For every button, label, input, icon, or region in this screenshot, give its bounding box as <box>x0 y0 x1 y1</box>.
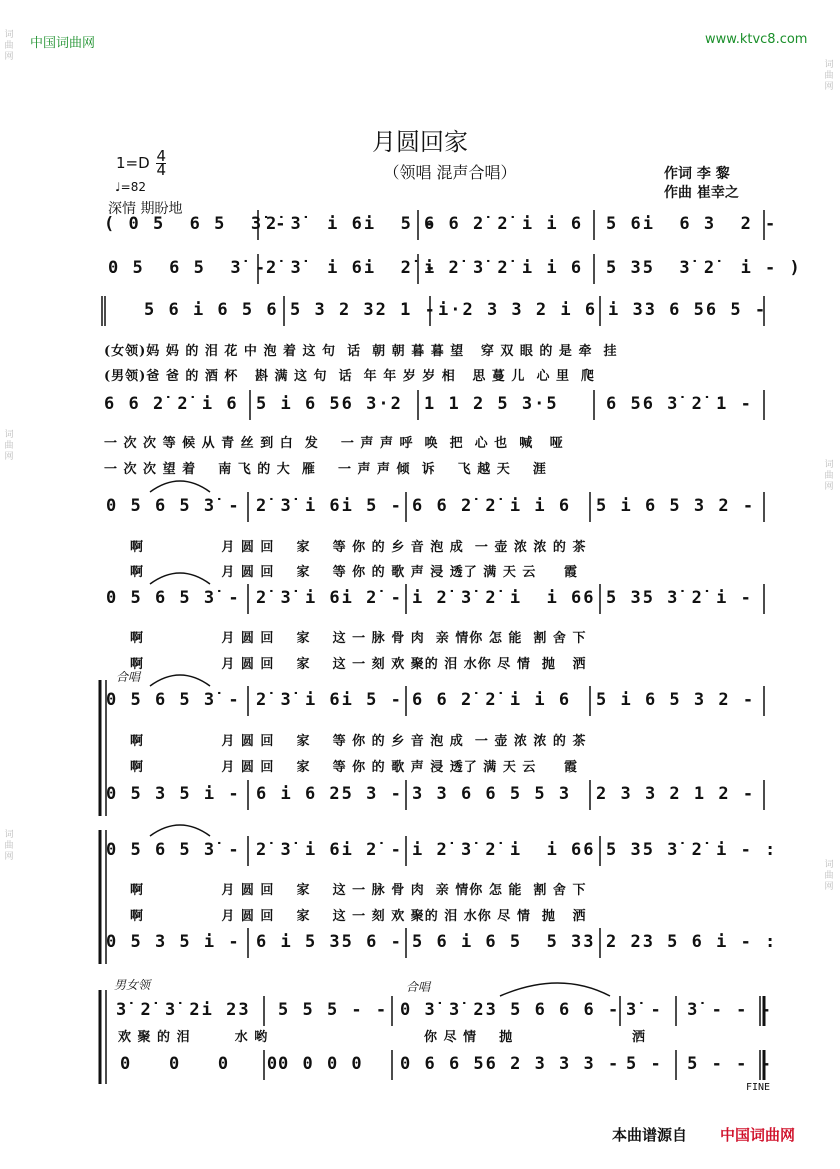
measure: i 2̇ 3̇ 2̇ i i 66 <box>412 588 596 608</box>
lyric-line: 一 次 次 望 着 南 飞 的 大 雁 一 声 声 倾 诉 飞 越 天 涯 <box>104 462 547 477</box>
lyric-line: 啊 月 圆 回 家 这 一 刻 欢 聚的 泪 水你 尽 情 抛 洒 <box>130 657 587 672</box>
measure: 5 35 3̇ 2̇ i - <box>606 588 753 608</box>
measure: 0 5 6 5 3̇ - <box>106 496 241 516</box>
lyric-line: 啊 月 圆 回 家 等 你 的 乡 音 泡 成 一 壶 浓 浓 的 茶 <box>130 540 587 555</box>
watermark-right-2: 词 曲 网 <box>824 460 834 492</box>
measure: 3̇ 2̇ 3̇ 2i 23 <box>116 1000 251 1020</box>
section-label-chorus: 合唱 <box>406 980 431 994</box>
watermark-right-1: 词 曲 网 <box>824 60 834 92</box>
measure: i 2̇ 3̇ 2̇ i i 66 <box>412 840 596 860</box>
tempo-marking: ♩=82 <box>115 180 146 194</box>
measure: 2̇ 3̇ i 6i 5 - <box>256 690 403 710</box>
time-top: 4 <box>156 147 166 165</box>
measure: 2 23 5 6 i - : <box>606 932 778 952</box>
measure: 6 i 5 35 6 - <box>256 932 403 952</box>
measure: 2̇ 3̇ i 6i 2̇ - <box>256 840 403 860</box>
measure: i 33 6 56 5 - <box>608 300 768 320</box>
song-title: 月圆回家 <box>372 128 468 156</box>
system-6 <box>0 588 840 614</box>
measure: 5 6i 6 3 2 - <box>606 214 778 234</box>
system-8-bottom <box>0 932 840 958</box>
measure: 0 5 6 5 3̇ - <box>106 840 241 860</box>
section-label: 合唱 <box>116 670 141 684</box>
measure: 5 i 6 56 3·2 <box>256 394 403 414</box>
expression-marking: 深情 期盼地 <box>108 201 183 217</box>
lyric-line: 啊 月 圆 回 家 这 一 刻 欢 聚的 泪 水你 尽 情 抛 洒 <box>130 909 587 924</box>
lyric-line: 啊 月 圆 回 家 这 一 脉 骨 肉 亲 情你 怎 能 割 舍 下 <box>130 631 587 646</box>
measure: 5 35 3̇ 2̇ i - : <box>606 840 778 860</box>
measure: 1 1 2 5 3·5 <box>424 394 559 414</box>
song-subtitle: （领唱 混声合唱） <box>383 163 517 182</box>
measure: 0 5 6 5 3̇ - <box>106 690 241 710</box>
measure: 2 3 3 2 1 2 - <box>596 784 756 804</box>
measure: 2̇ 3̇ i 6i 5 - <box>266 214 438 234</box>
measure: 0 0 0 0 <box>278 1054 364 1074</box>
measure: 0 3̇ 3̇ 23 5 6 6 6 - <box>400 1000 621 1020</box>
system-7-top <box>0 690 840 716</box>
measure: 2̇ 3̇ i 6i 2̇ - <box>266 258 438 278</box>
key-signature: 1=D $\frac{4}{4}$ <box>116 147 166 179</box>
measure: 5 i 6 5 3 2 - <box>596 496 756 516</box>
measure: 3̇ - 3̇ - - - <box>626 1000 773 1020</box>
measure: 6 6 2̇ 2̇ i i 6 <box>412 690 572 710</box>
lyric-line: 欢 聚 的 泪 水 哟 <box>118 1030 269 1045</box>
watermark-left-3: 词 曲 网 <box>4 830 14 862</box>
measure: 0 5 3 5 i - <box>106 784 241 804</box>
measure: i·2 3 3 2 i 6 <box>438 300 598 320</box>
lyric-line: (男领)爸 爸 的 酒 杯 斟 满 这 句 话 年 年 岁 岁 相 思 蔓 儿 心 里 爬 <box>104 369 596 384</box>
measure: i 2̇ 3̇ 2̇ i i 6 <box>424 258 584 278</box>
lyric-line: 啊 月 圆 回 家 等 你 的 歌 声 浸 透了 满 天 云 霞 <box>130 565 578 580</box>
measure: ( 0 5 6 5 3̇ - <box>104 214 288 234</box>
measure: 5 6 i 6 5 5 33 <box>412 932 596 952</box>
site-url-right[interactable]: www.ktvc8.com <box>705 32 808 47</box>
measure: 5 5 5 - - <box>278 1000 389 1020</box>
watermark-left-2: 词 曲 网 <box>4 430 14 462</box>
lyric-line: 啊 月 圆 回 家 等 你 的 歌 声 浸 透了 满 天 云 霞 <box>130 760 578 775</box>
measure: 5 35 3̇ 2̇ i - ) <box>606 258 802 278</box>
measure: 5 i 6 5 3 2 - <box>596 690 756 710</box>
lyric-line: (女领)妈 妈 的 泪 花 中 泡 着 这 句 话 朝 朝 暮 暮 望 穿 双 眼 的 是 牵 挂 <box>104 344 618 359</box>
measure: 6 6 2̇ 2̇ i i 6 <box>412 496 572 516</box>
measure: 0 5 3 5 i - <box>106 932 241 952</box>
system-1 <box>0 214 840 240</box>
measure: 6 6 2̇ 2̇ i i 6 <box>424 214 584 234</box>
system-8-top <box>0 840 840 866</box>
site-name-left[interactable]: 中国词曲网 <box>30 36 96 51</box>
fine-marking: FINE <box>746 1082 771 1093</box>
lyric-line: 一 次 次 等 候 从 青 丝 到 白 发 一 声 声 呼 唤 把 心 也 喊 哑 <box>104 436 564 451</box>
measure: 2̇ 3̇ i 6i 5 - <box>256 496 403 516</box>
footer-source-site[interactable]: 中国词曲网 <box>720 1126 796 1144</box>
lyric-line: 洒 <box>632 1030 647 1045</box>
measure: 0 6 6 56 2 3 3 3 - <box>400 1054 621 1074</box>
measure: 5 - 5 - - - <box>626 1054 773 1074</box>
measure: 6 i 6 25 3 - <box>256 784 403 804</box>
measure: 6 56 3̇ 2̇ 1 - <box>606 394 753 414</box>
lyricist-credit: 作词 李 黎 <box>664 166 730 182</box>
measure: 0 0 0 0 <box>120 1054 280 1074</box>
measure: 0 5 6 5 3̇ - <box>106 588 241 608</box>
system-4 <box>0 394 840 420</box>
measure: 6 6 2̇ 2̇ i 6 <box>104 394 239 414</box>
lyric-line: 啊 月 圆 回 家 等 你 的 乡 音 泡 成 一 壶 浓 浓 的 茶 <box>130 734 587 749</box>
measure: 5 6 i 6 5 6 <box>144 300 279 320</box>
system-7-bottom <box>0 784 840 810</box>
lyric-line: 啊 月 圆 回 家 这 一 脉 骨 肉 亲 情你 怎 能 割 舍 下 <box>130 883 587 898</box>
section-label-leads: 男女领 <box>114 978 151 992</box>
footer-source-text: 本曲谱源自 <box>612 1126 688 1144</box>
system-2 <box>0 258 840 284</box>
watermark-left-1: 词 曲 网 <box>4 30 14 62</box>
measure: 2̇ 3̇ i 6i 2̇ - <box>256 588 403 608</box>
watermark-right-3: 词 曲 网 <box>824 860 834 892</box>
system-9-top <box>0 1000 840 1026</box>
time-bottom: 4 <box>156 161 166 179</box>
composer-credit: 作曲 崔幸之 <box>664 185 739 201</box>
system-3 <box>0 300 840 326</box>
lyric-line: 你 尽 情 抛 <box>424 1030 514 1045</box>
measure: 3 3 6 6 5 5 3 <box>412 784 572 804</box>
measure: 5 3 2 32 1 - <box>290 300 437 320</box>
system-5 <box>0 496 840 522</box>
measure: 0 5 6 5 3̇ - <box>108 258 268 278</box>
system-9-bottom <box>0 1054 840 1080</box>
